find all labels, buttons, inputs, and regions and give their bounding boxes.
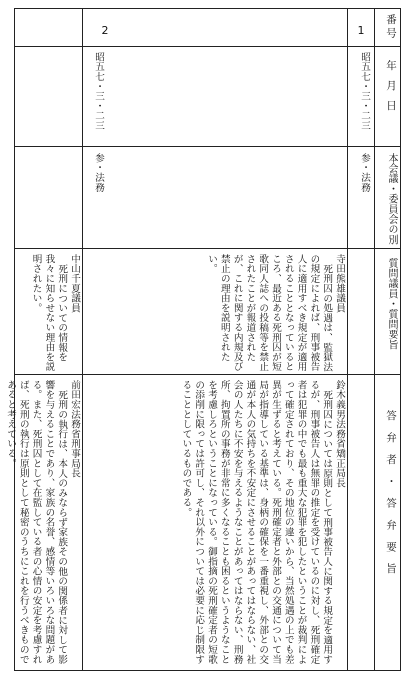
header-question: 質問議員・質問要旨 [386, 258, 397, 350]
header-date: 年 月 日 [385, 60, 397, 114]
row-1-question-member: 寺田熊雄議員 [334, 254, 345, 313]
row-2-question [30, 254, 80, 372]
row-2-question-text: 死刑についての情報を我々に知らせない理由を説明されたい。 [30, 254, 68, 372]
row-2-number: 2 [101, 24, 109, 37]
row-1-answer-member: 鈴木義男法務省矯正局長 [334, 380, 345, 488]
header-answer: 答 弁 者 ・ 答 弁 要 旨 [385, 410, 397, 578]
row-2-question-member: 中山千夏議員 [69, 254, 80, 313]
row-1-question [206, 254, 345, 372]
row-2-answer [5, 380, 80, 667]
header-committee: 本会議・委員会の別 [386, 153, 397, 245]
row-2-date: 昭五七・三・二三 [93, 52, 104, 131]
row-1-question-text: 死刑囚の処遇は、監獄法の規定によれば、刑事被告人に適用すべき規定が適用されることとなっているところ、最近ある死刑囚が短歌同人誌への投稿等を禁止されたことが報道されたが、これに関する内規及び禁止の理由を説明されたい。 [206, 254, 333, 372]
row-1-date: 昭五七・三・二三 [359, 52, 370, 131]
header-number: 番号 [385, 14, 397, 41]
row-1-committee: 参・法務 [359, 153, 370, 193]
row-2-answer-text: 死刑の執行は、本人のみならず家族その他の関係者に対して影響を与えることであり、家族の名誉、感情等いろいろな問題がある。また、死刑囚として在監している者の心情の安定を考慮すれば、死刑の執行は原則として秘密のうちにこれを行うべきものであると考えている。 [5, 380, 68, 665]
row-2-answer-member: 前田宏法務省刑事局長 [69, 380, 80, 478]
row-1-number: 1 [357, 24, 365, 37]
row-1-answer [104, 380, 345, 667]
row-1-answer-text: 死刑囚については原則として刑事被告人に関する規定を適用するが、刑事被告人は無罪の推定を受けているのに対し、死刑確定者は犯罪の中でも最も重大な犯罪を犯したということが裁判によって確定されており、その地位の違いから、当然処遇の上でも差異が生ずると考えている。死刑確定者と外部との交通について当局が指導している基準は、身柄の確保を一番重視し、外部との交通が本人の気持ちを不安定にさせることがあってはならない、社会の人たちに不安を与えるようなことがあってはならない、刑務所、拘置所の事務が非常に多くなることも困るというようなことを考慮しろということになっている。御指摘の死刑確定者の短歌の添削に限っては許可し、それ以外については必要に応じ制限することとしているものである。 [180, 380, 333, 665]
row-2-committee: 参・法務 [93, 153, 104, 193]
